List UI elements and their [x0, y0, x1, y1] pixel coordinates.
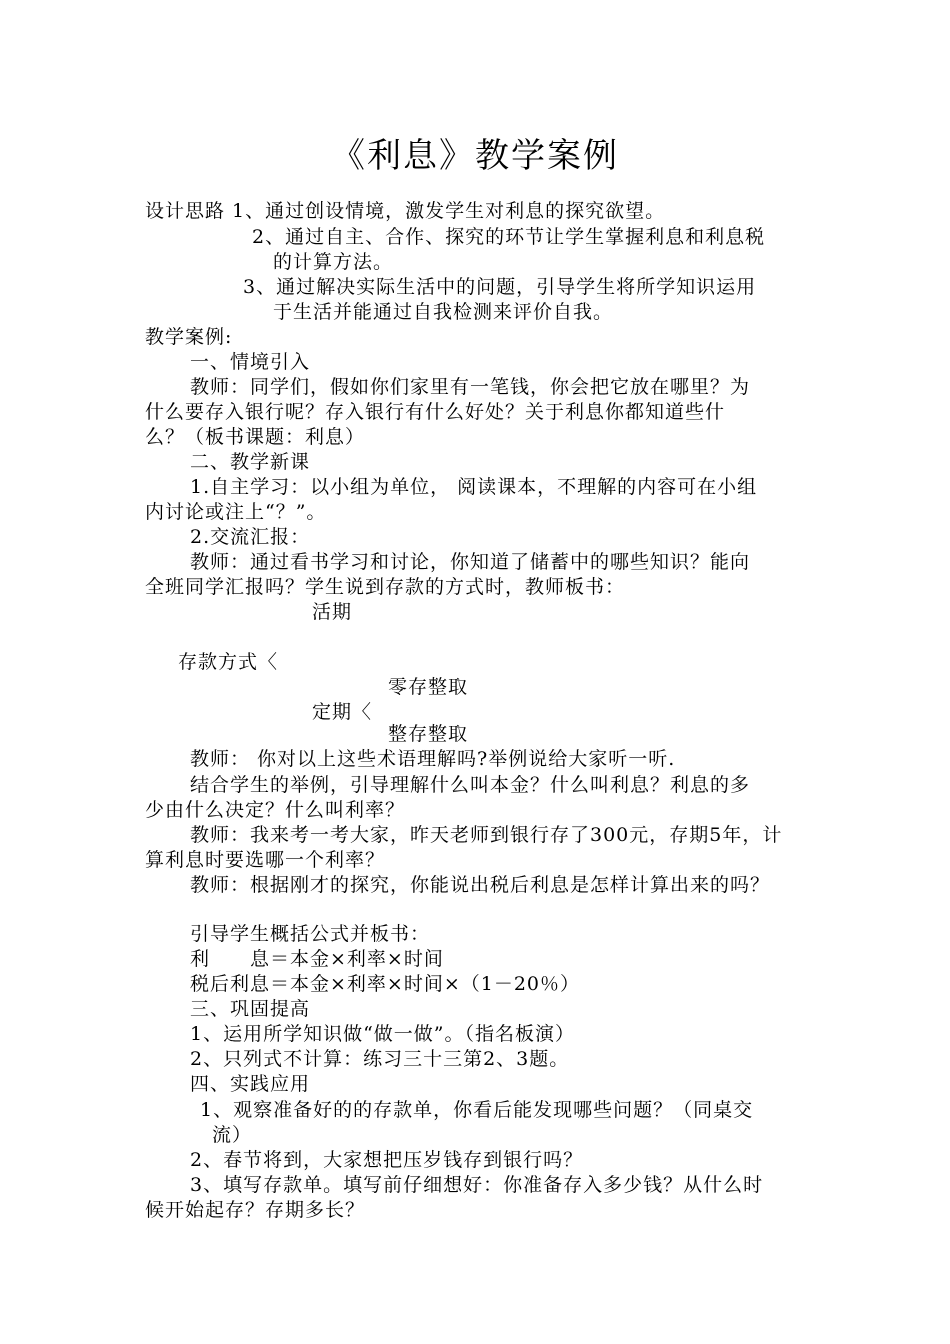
- section2-self-study-b: 内讨论或注上“？”。: [145, 501, 327, 523]
- design-line-3b: 于生活并能通过自我检测来评价自我。: [273, 301, 614, 323]
- section4-item-3a: 3、填写存款单。填写前仔细想好：你准备存入多少钱？从什么时: [190, 1174, 764, 1196]
- question-4: 教师：根据刚才的探究，你能说出税后利息是怎样计算出来的吗？: [190, 874, 771, 896]
- section2-self-study-a: 1.自主学习：以小组为单位， 阅读课本，不理解的内容可在小组: [190, 476, 758, 498]
- diagram-dingqi: 定期〈: [312, 701, 373, 723]
- section3-item-1: 1、运用所学知识做“做一做”。（指名板演）: [190, 1023, 576, 1045]
- case-label: 教学案例:: [145, 326, 233, 348]
- section1-heading: 一、情境引入: [190, 351, 311, 373]
- section2-teacher-b: 全班同学汇报吗？学生说到存款的方式时，教师板书：: [145, 576, 626, 598]
- section1-para-c: 么？（板书课题：利息）: [145, 426, 366, 448]
- section3-item-2: 2、只列式不计算：练习三十三第2、3题。: [190, 1048, 570, 1070]
- question-3b: 算利息时要选哪一个利率？: [145, 849, 386, 871]
- document-title: 《利息》教学案例: [331, 136, 619, 176]
- section4-item-3b: 候开始起存？存期多长？: [145, 1199, 366, 1221]
- section1-para-a: 教师：同学们，假如你们家里有一笔钱，你会把它放在哪里？为: [190, 376, 751, 398]
- section4-item-1b: 流）: [212, 1124, 253, 1146]
- design-line-2b: 的计算方法。: [273, 251, 394, 273]
- section3-heading: 三、巩固提高: [190, 998, 311, 1020]
- design-line-1: 设计思路 1、通过创设情境，激发学生对利息的探究欲望。: [145, 200, 666, 222]
- question-2b: 少由什么决定？什么叫利率？: [145, 799, 406, 821]
- section4-item-1a: 1、观察准备好的的存款单，你看后能发现哪些问题？（同桌交: [200, 1099, 754, 1121]
- formula-interest: 利 息＝本金×利率×时间: [190, 948, 444, 970]
- design-line-3a: 3、通过解决实际生活中的问题，引导学生将所学知识运用: [243, 276, 757, 298]
- section2-teacher-a: 教师：通过看书学习和讨论，你知道了储蓄中的哪些知识？能向: [190, 551, 751, 573]
- formula-intro: 引导学生概括公式并板书：: [190, 923, 431, 945]
- diagram-zhengcun: 整存整取: [388, 723, 469, 745]
- diagram-lingcun: 零存整取: [388, 676, 469, 698]
- section4-heading: 四、实践应用: [190, 1073, 311, 1095]
- question-1: 教师： 你对以上这些术语理解吗?举例说给大家听一听.: [190, 748, 676, 770]
- section2-report: 2.交流汇报：: [190, 526, 311, 548]
- section1-para-b: 什么要存入银行呢？存入银行有什么好处？关于利息你都知道些什: [145, 401, 726, 423]
- diagram-deposit-method: 存款方式〈: [178, 651, 279, 673]
- design-line-2a: 2、通过自主、合作、探究的环节让学生掌握利息和利息税: [252, 226, 766, 248]
- section4-item-2: 2、春节将到，大家想把压岁钱存到银行吗？: [190, 1149, 584, 1171]
- diagram-huoqi: 活期: [312, 601, 353, 623]
- question-3a: 教师：我来考一考大家，昨天老师到银行存了300元，存期5年，计: [190, 824, 783, 846]
- section2-heading: 二、教学新课: [190, 451, 311, 473]
- question-2a: 结合学生的举例，引导理解什么叫本金？什么叫利息？利息的多: [190, 774, 751, 796]
- formula-after-tax: 税后利息＝本金×利率×时间×（1－20％）: [190, 973, 581, 995]
